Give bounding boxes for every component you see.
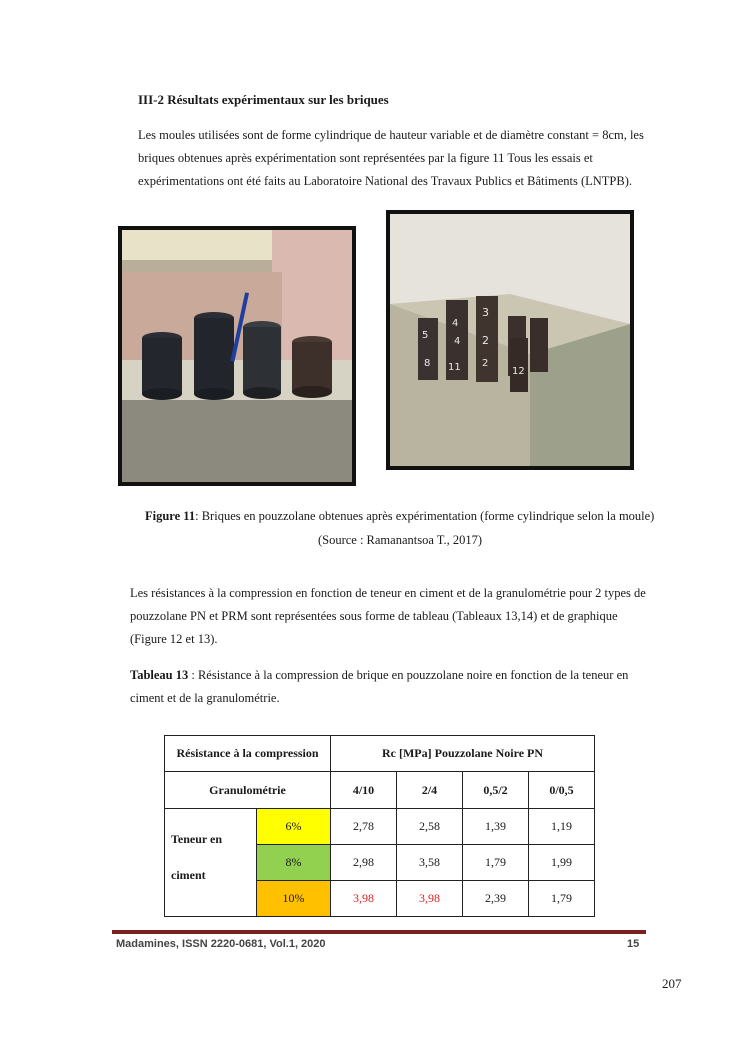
granulometrie-col: 2/4	[397, 772, 463, 809]
value-cell: 2,39	[463, 881, 529, 917]
photo-label-11: 11	[448, 362, 461, 373]
section-heading: III-2 Résultats expérimentaux sur les briques	[138, 92, 389, 107]
teneur-cell: 10%	[257, 881, 331, 917]
teneur-cell: 8%	[257, 845, 331, 881]
photo-label-3: 3	[482, 306, 489, 319]
header-resistance: Résistance à la compression	[165, 736, 331, 772]
table-row	[165, 809, 595, 845]
photo-label-2: 2	[482, 334, 489, 347]
figure-label: Figure 11	[145, 509, 196, 523]
value-cell: 1,19	[529, 809, 595, 845]
footer-page: 15	[627, 938, 640, 950]
photo-bricks-right	[386, 210, 634, 470]
results-paragraph: Les résistances à la compression en fonction de teneur en ciment et de la granulométrie pour 2 types de pouzzolane PN et PRM sont représentées sous forme de tableau (Tableaux 13,14) et de graphique (Figure 12 et 13).	[130, 586, 646, 646]
intro-paragraph: Les moules utilisées sont de forme cylindrique de hauteur variable et de diamètre constant = 8cm, les briques obtenues après expérimentation sont représentées par la figure 11 Tous les essais et expérimentations ont été faits au Laboratoire National des Travaux Publics et Bâtiments (LNTPB).	[138, 128, 644, 188]
header-rc: Rc [MPa] Pouzzolane Noire PN	[331, 736, 595, 772]
photo-label-4: 4	[452, 318, 459, 329]
page-number: 207	[662, 976, 682, 991]
value-cell: 1,99	[529, 845, 595, 881]
granulometrie-col: 4/10	[331, 772, 397, 809]
teneur-label-line2: ciment	[171, 868, 206, 882]
footer-journal: Madamines, ISSN 2220-0681, Vol.1, 2020	[116, 938, 326, 950]
value-cell: 1,79	[529, 881, 595, 917]
resistance-table	[164, 735, 595, 917]
granulometrie-col: 0/0,5	[529, 772, 595, 809]
granulometrie-col: 0,5/2	[463, 772, 529, 809]
photo-label-8: 8	[424, 358, 431, 369]
figure-source: (Source : Ramanantsoa T., 2017)	[317, 533, 483, 547]
table-caption-text: : Résistance à la compression de brique en pouzzolane noire en fonction de la teneur en ciment et de la granulométrie.	[130, 668, 629, 705]
value-cell: 1,39	[463, 809, 529, 845]
value-cell: 2,98	[331, 845, 397, 881]
teneur-label-line1: Teneur en	[171, 832, 223, 846]
photo-label-2b: 2	[482, 358, 489, 369]
table-caption	[130, 664, 650, 710]
value-cell-highlight: 3,98	[331, 881, 397, 917]
value-cell-highlight: 3,98	[397, 881, 463, 917]
photo-label-12: 12	[512, 366, 525, 377]
header-granulometrie: Granulométrie	[165, 772, 331, 809]
value-cell: 3,58	[397, 845, 463, 881]
figure-caption	[145, 504, 665, 552]
photo-bricks-left	[118, 226, 356, 486]
footer-divider	[112, 930, 646, 934]
table-label: Tableau 13	[130, 668, 189, 682]
teneur-label	[165, 809, 257, 917]
photo-label-4b: 4	[454, 336, 461, 347]
value-cell: 2,58	[397, 809, 463, 845]
teneur-cell: 6%	[257, 809, 331, 845]
figure-caption-text: : Briques en pouzzolane obtenues après expérimentation (forme cylindrique selon la moule)	[195, 509, 655, 523]
value-cell: 1,79	[463, 845, 529, 881]
photo-label-5: 5	[422, 330, 429, 341]
value-cell: 2,78	[331, 809, 397, 845]
